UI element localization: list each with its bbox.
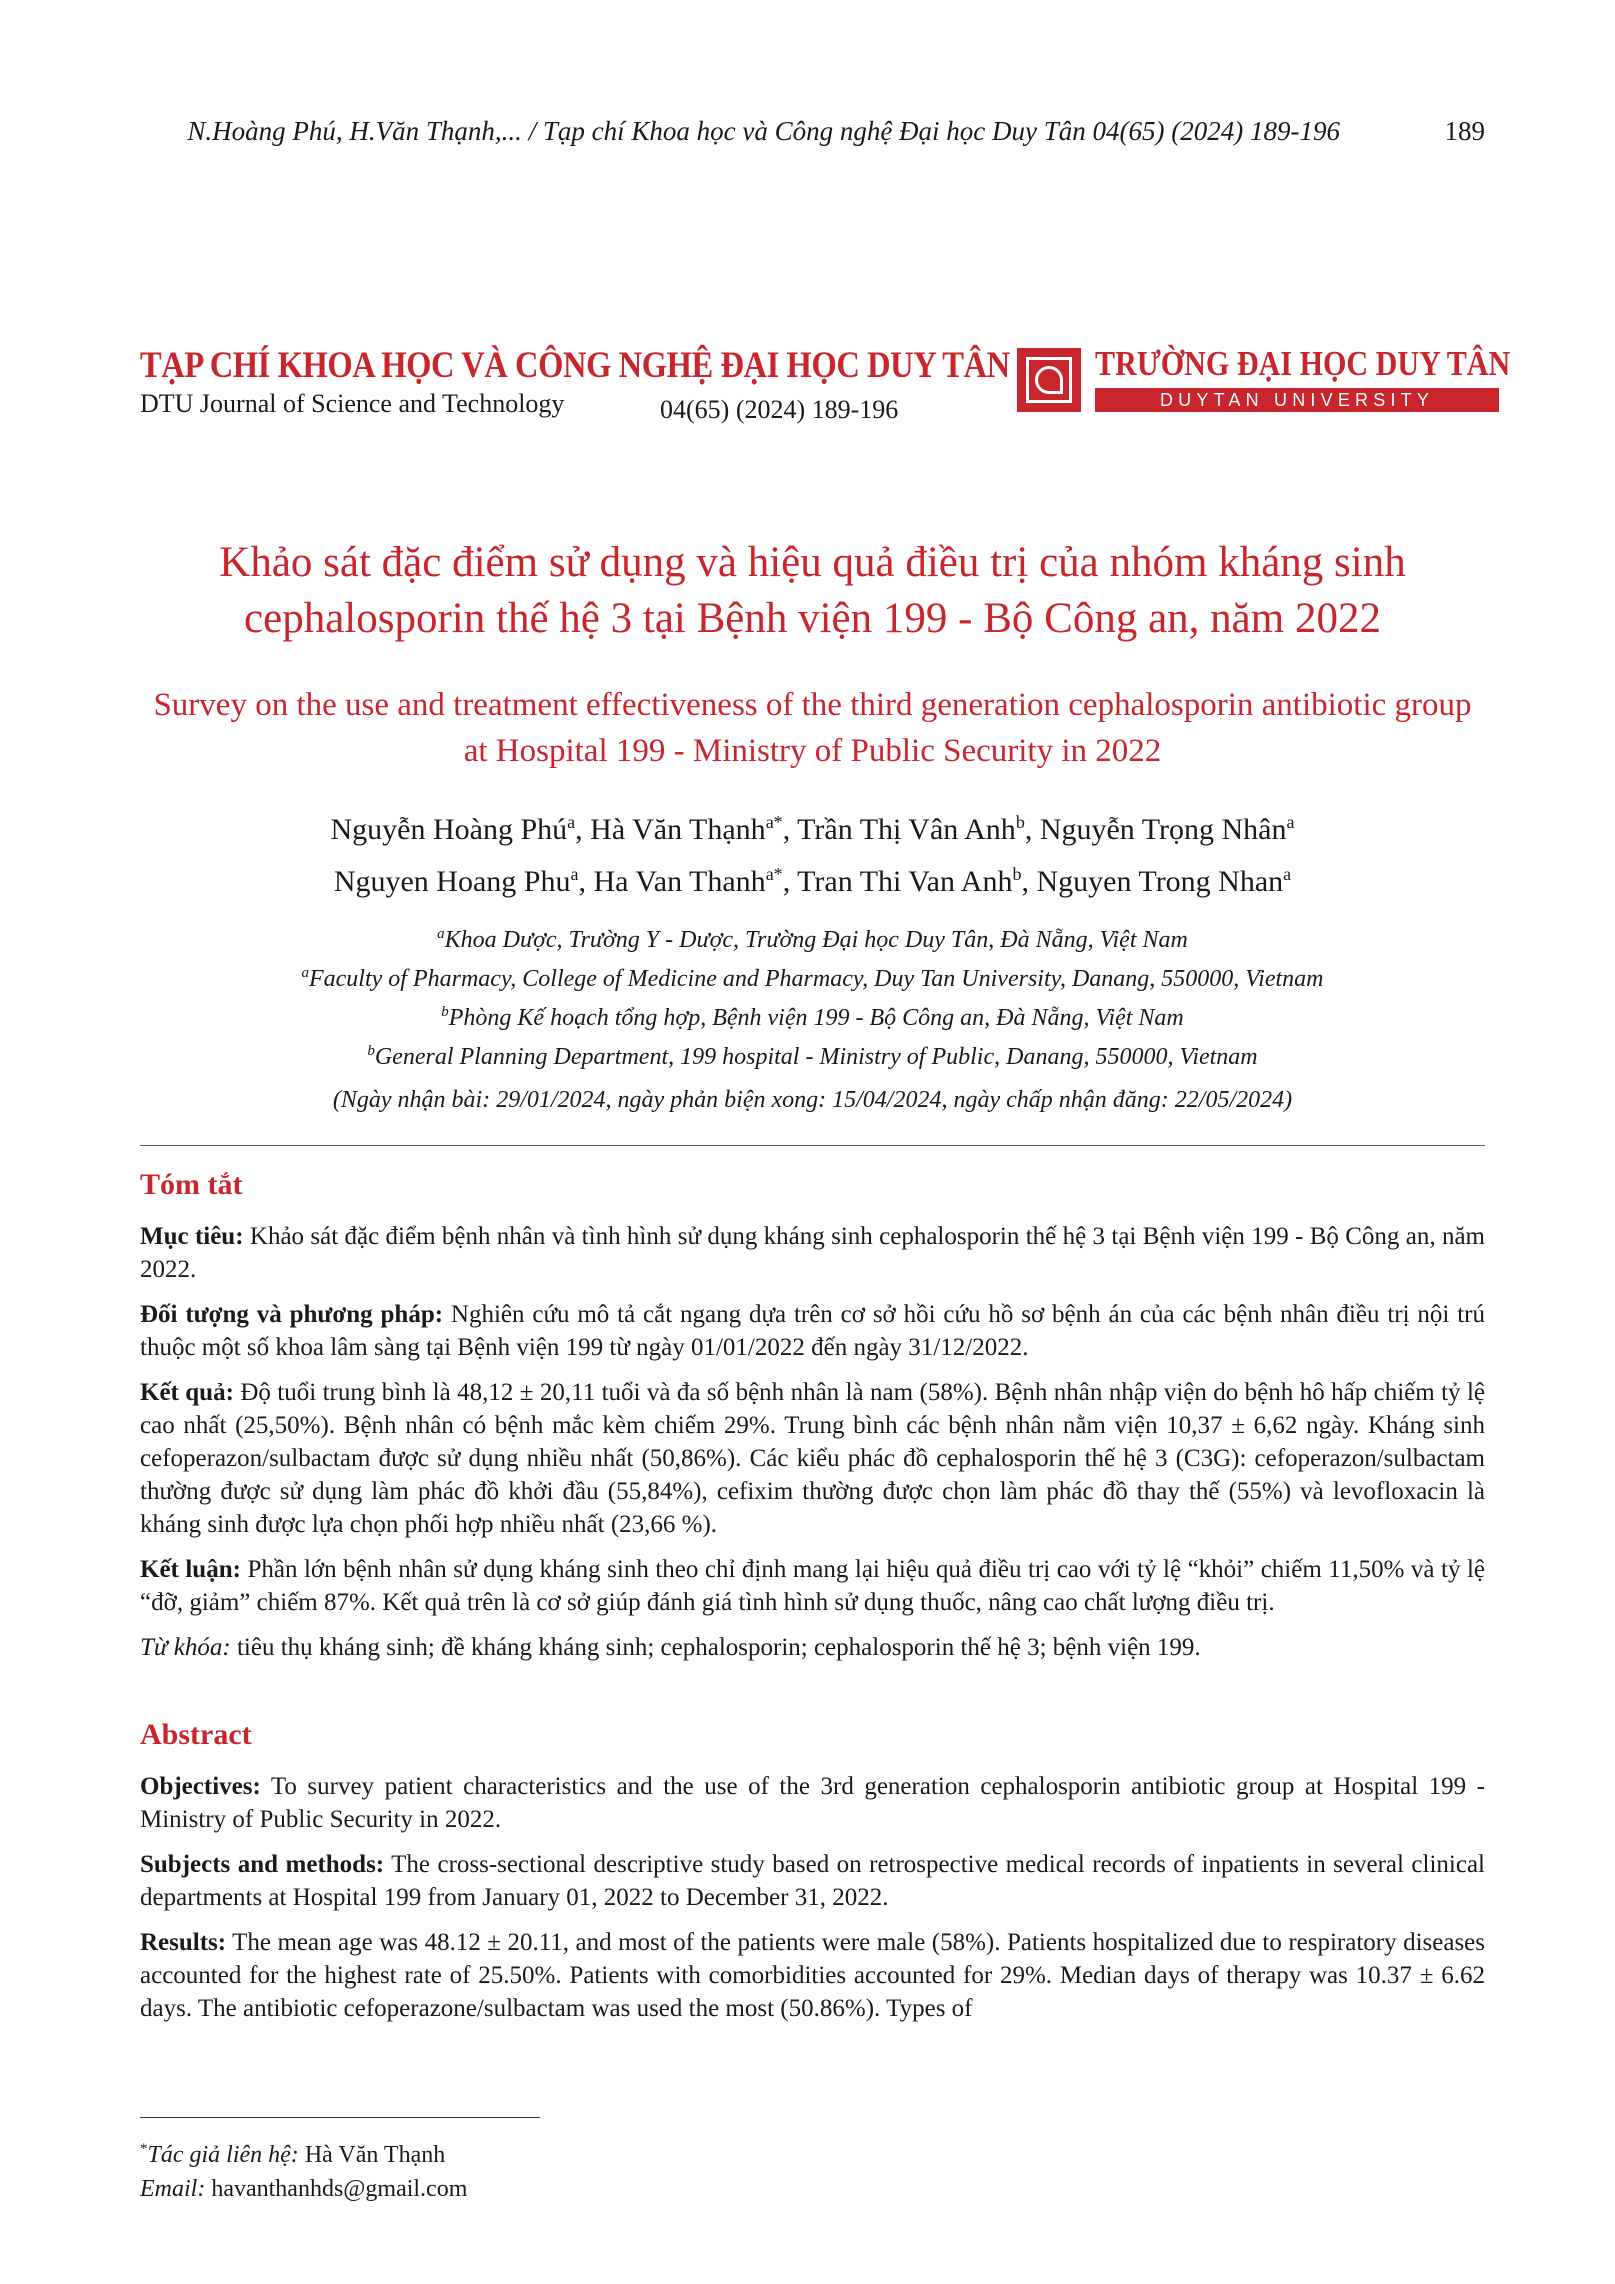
affiliations: [140, 918, 1485, 1074]
paragraph-text: Độ tuổi trung bình là 48,12 ± 20,11 tuổi và đa số bệnh nhân là nam (58%). Bệnh nhân nhập viện do bệnh hô hấp chiếm tỷ lệ cao nhất (25,50%). Bệnh nhân có bệnh mắc kèm chiếm 29%. Trung bình các bệnh nhân nằm viện 10,37 ± 6,62 ngày. Kháng sinh cefoperazon/sulbactam được sử dụng nhiều nhất (50,86%). Các kiểu phác đồ cephalosporin thế hệ 3 (C3G): cefoperazon/sulbactam thường được sử dụng làm phác đồ khởi đầu (55,84%), cefixim thường được chọn làm phác đồ thay thế (55%) và levofloxacin là kháng sinh được lựa chọn phối hợp nhiều nhất (23,66 %).: [140, 1379, 1485, 1538]
author-name: Nguyen Trong Nhan: [1036, 865, 1284, 898]
affiliation-line: [140, 996, 1485, 1035]
journal-english-name: DTU Journal of Science and Technology: [140, 389, 565, 418]
footnote-marker: *: [140, 2141, 148, 2157]
affiliation-text: General Planning Department, 199 hospital - Ministry of Public, Danang, 550000, Vietnam: [374, 1044, 1258, 1070]
keywords-text: tiêu thụ kháng sinh; đề kháng kháng sinh; cephalosporin; cephalosporin thế hệ 3; bệnh viện 199.: [230, 1634, 1201, 1661]
affiliation-line: [140, 1035, 1485, 1074]
university-name: TRƯỜNG ĐẠI HỌC DUY TÂN: [1095, 344, 1511, 383]
abstract-heading: Abstract: [140, 1718, 252, 1751]
paragraph-label: Objectives:: [140, 1773, 261, 1800]
affiliation-line: [140, 918, 1485, 957]
page-number: 189: [1444, 116, 1485, 146]
paragraph-label: Kết quả:: [140, 1379, 234, 1406]
tomtat-heading: Tóm tắt: [140, 1168, 243, 1201]
author-affil-mark: a: [567, 812, 576, 832]
author-name: Ha Van Thanh: [593, 865, 766, 898]
paragraph-text: Khảo sát đặc điểm bệnh nhân và tình hình sử dụng kháng sinh cephalosporin thế hệ 3 tại Bệnh viện 199 - Bộ Công an, năm 2022.: [140, 1223, 1485, 1283]
abstract-paragraph: [140, 1848, 1485, 1914]
paragraph-label: Mục tiêu:: [140, 1223, 244, 1250]
corresponding-author-footnote: [140, 2132, 467, 2206]
tomtat-paragraph: [140, 1298, 1485, 1364]
tomtat-paragraph: [140, 1553, 1485, 1619]
email-address[interactable]: havanthanhds@gmail.com: [205, 2176, 468, 2202]
affiliation-text: Faculty of Pharmacy, College of Medicine and Pharmacy, Duy Tan University, Danang, 550000, Vietnam: [308, 966, 1324, 992]
paragraph-text: Phần lớn bệnh nhân sử dụng kháng sinh theo chỉ định mang lại hiệu quả điều trị cao với tỷ lệ “khỏi” chiếm 11,50% và tỷ lệ “đỡ, giảm” chiếm 87%. Kết quả trên là cơ sở giúp đánh giá tình hình sử dụng thuốc, nâng cao chất lượng điều trị.: [140, 1556, 1485, 1616]
contact-label: Tác giả liên hệ:: [147, 2142, 299, 2168]
abstract-paragraph: [140, 1770, 1485, 1836]
paper-title-vi: Khảo sát đặc điểm sử dụng và hiệu quả điều trị của nhóm kháng sinh cephalosporin thế hệ 3 tại Bệnh viện 199 - Bộ Công an, năm 2022: [219, 539, 1406, 642]
author-affil-mark: b: [1012, 864, 1022, 884]
tomtat-paragraph: [140, 1376, 1485, 1541]
paragraph-text: The cross-sectional descriptive study based on retrospective medical records of inpatients in several clinical departments at Hospital 199 from January 01, 2022 to December 31, 2022.: [140, 1851, 1485, 1911]
paragraph-label: Đối tượng và phương pháp:: [140, 1301, 444, 1328]
running-header-text: N.Hoàng Phú, H.Văn Thạnh,... / Tạp chí Khoa học và Công nghệ Đại học Duy Tân 04(65) (2024) 189-196: [187, 116, 1340, 146]
paragraph-label: Kết luận:: [140, 1556, 241, 1583]
author-name: Trần Thị Vân Anh: [797, 813, 1016, 846]
contact-name: Hà Văn Thạnh: [298, 2142, 446, 2168]
university-band: DUYTAN UNIVERSITY: [1095, 388, 1499, 412]
paragraph-label: Results:: [140, 1929, 227, 1956]
author-name: Hà Văn Thạnh: [590, 813, 766, 846]
author-name: Nguyễn Trọng Nhân: [1039, 813, 1287, 846]
author-separator: ,: [1021, 865, 1037, 898]
affiliation-line: [140, 957, 1485, 996]
author-affil-mark: b: [1015, 812, 1025, 832]
email-label: Email:: [140, 2176, 206, 2202]
university-emblem-icon: [1017, 348, 1081, 412]
running-header: [140, 116, 1485, 156]
keywords-paragraph: [140, 1631, 1485, 1664]
author-affil-mark: a: [1283, 864, 1292, 884]
journal-subline: [140, 389, 940, 425]
paragraph-text: To survey patient characteristics and the use of the 3rd generation cephalosporin antibiotic group at Hospital 199 - Ministry of Public Security in 2022.: [140, 1773, 1485, 1833]
author-name: Nguyễn Hoàng Phú: [330, 813, 568, 846]
affiliation-mark: a: [437, 926, 445, 942]
footnote-divider: [140, 2117, 540, 2118]
author-separator: ,: [578, 865, 594, 898]
journal-issue: 04(65) (2024) 189-196: [660, 395, 899, 424]
affiliation-mark: b: [367, 1043, 375, 1059]
keywords-label: Từ khóa:: [140, 1634, 231, 1661]
affiliation-mark: b: [441, 1004, 449, 1020]
header-divider: [140, 1145, 1485, 1146]
author-affil-mark: a*: [765, 812, 783, 832]
submission-dates: (Ngày nhận bài: 29/01/2024, ngày phản biện xong: 15/04/2024, ngày chấp nhận đăng: 22/05/2024): [332, 1087, 1293, 1113]
paragraph-text: Nghiên cứu mô tả cắt ngang dựa trên cơ sở hồi cứu hồ sơ bệnh án của các bệnh nhân điều trị nội trú thuộc một số khoa lâm sàng tại Bệnh viện 199 từ ngày 01/01/2022 đến ngày 31/12/2022.: [140, 1301, 1485, 1361]
author-affil-mark: a: [1286, 812, 1295, 832]
author-name: Tran Thi Van Anh: [797, 865, 1013, 898]
author-separator: ,: [782, 813, 798, 846]
paragraph-label: Subjects and methods:: [140, 1851, 385, 1878]
author-affil-mark: a: [570, 864, 579, 884]
author-separator: ,: [1024, 813, 1040, 846]
author-separator: ,: [782, 865, 798, 898]
journal-title: TẠP CHÍ KHOA HỌC VÀ CÔNG NGHỆ ĐẠI HỌC DUY TÂN: [140, 345, 1010, 386]
authors-en: [140, 852, 1485, 904]
paper-title-en: Survey on the use and treatment effectiveness of the third generation cephalosporin antibiotic group at Hospital 199 - Ministry of Public Security in 2022: [153, 687, 1472, 769]
affiliation-text: Phòng Kế hoạch tổng hợp, Bệnh viện 199 - Bộ Công an, Đà Nẵng, Việt Nam: [448, 1005, 1184, 1031]
affiliation-mark: a: [301, 965, 309, 981]
journal-masthead: [140, 345, 1010, 425]
tomtat-body: [140, 1220, 1485, 1676]
university-logo: [1017, 344, 1511, 418]
abstract-paragraph: [140, 1926, 1485, 2025]
author-affil-mark: a*: [765, 864, 783, 884]
author-separator: ,: [575, 813, 591, 846]
abstract-body: [140, 1770, 1485, 2037]
authors-vi: [140, 800, 1485, 852]
paragraph-text: The mean age was 48.12 ± 20.11, and most of the patients were male (58%). Patients hospitalized due to respiratory diseases accounted for the highest rate of 25.50%. Patients with comorbidities accounted for 29%. Median days of therapy was 10.37 ± 6.62 days. The antibiotic cefoperazone/sulbactam was used the most (50.86%). Types of: [140, 1929, 1485, 2022]
tomtat-paragraph: [140, 1220, 1485, 1286]
affiliation-text: Khoa Dược, Trường Y - Dược, Trường Đại học Duy Tân, Đà Nẵng, Việt Nam: [444, 927, 1188, 953]
author-name: Nguyen Hoang Phu: [333, 865, 571, 898]
author-list: [140, 800, 1485, 904]
